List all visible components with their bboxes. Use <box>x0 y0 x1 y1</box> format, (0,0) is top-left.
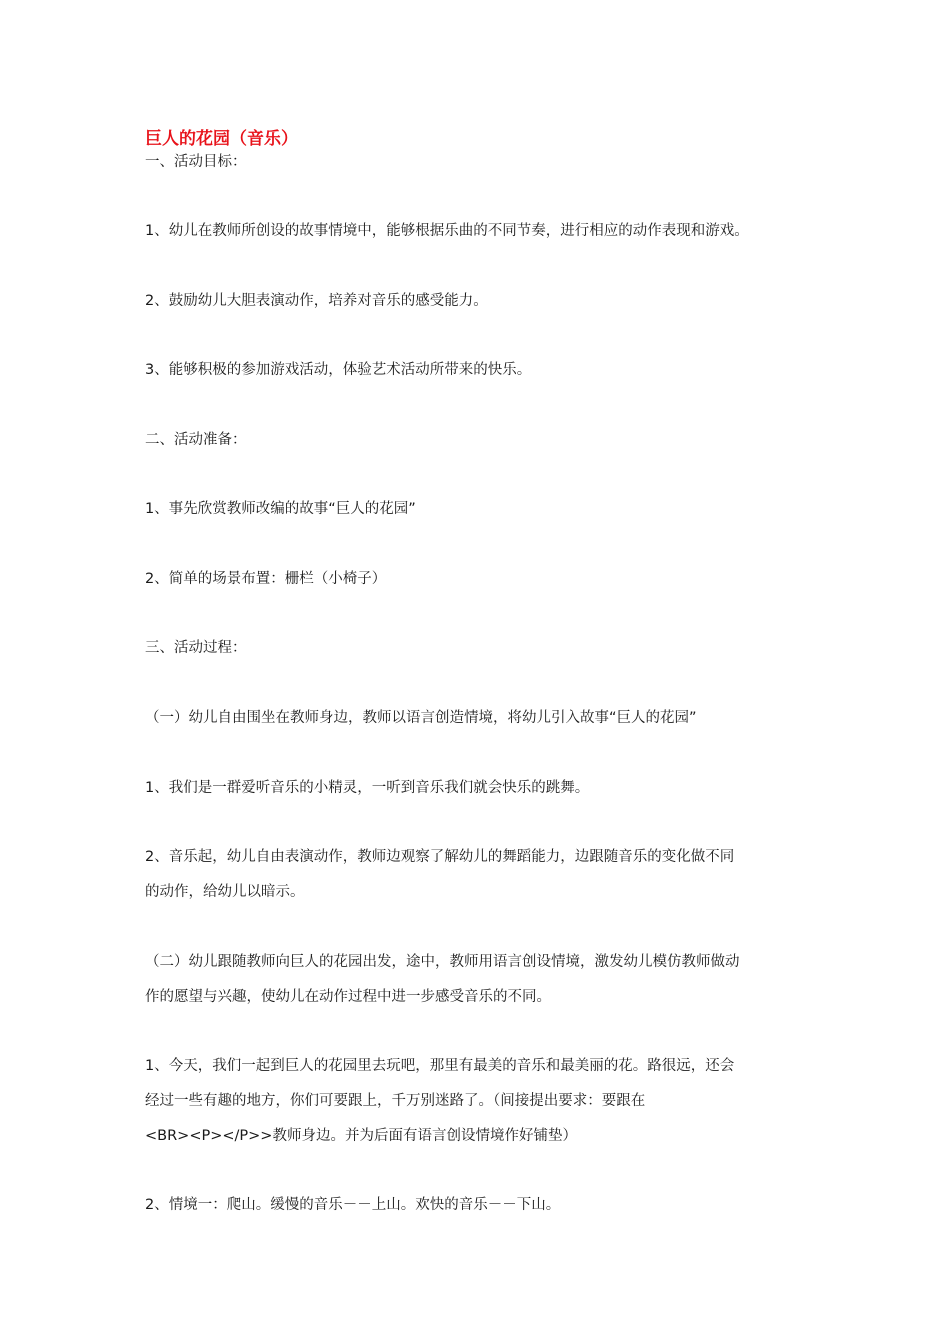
process-step-2-item-1-line-1: 1、今天，我们一起到巨人的花园里去玩吧，那里有最美的音乐和最美丽的花。路很远，还会 <box>145 1058 735 1074</box>
document-title: 巨人的花园（音乐） <box>145 129 298 149</box>
goal-item-2: 2、鼓励幼儿大胆表演动作，培养对音乐的感受能力。 <box>145 293 488 309</box>
process-step-2-item-2: 2、情境一：爬山。缓慢的音乐－－上山。欢快的音乐－－下山。 <box>145 1197 561 1213</box>
process-step-1-heading: （一）幼儿自由围坐在教师身边，教师以语言创造情境，将幼儿引入故事“巨人的花园” <box>145 710 697 726</box>
goal-item-1: 1、幼儿在教师所创设的故事情境中，能够根据乐曲的不同节奏，进行相应的动作表现和游戏。 <box>145 223 749 239</box>
preparation-item-1: 1、事先欣赏教师改编的故事“巨人的花园” <box>145 501 416 517</box>
process-step-1-item-2-line-2: 的动作，给幼儿以暗示。 <box>145 884 305 900</box>
section-heading-preparation: 二、活动准备： <box>145 432 247 448</box>
section-heading-goals: 一、活动目标： <box>145 154 247 170</box>
preparation-item-2: 2、简单的场景布置：栅栏（小椅子） <box>145 571 387 587</box>
process-step-2-heading-line-1: （二）幼儿跟随教师向巨人的花园出发，途中，教师用语言创设情境，激发幼儿模仿教师做动 <box>145 954 740 970</box>
process-step-2-heading-line-2: 作的愿望与兴趣，使幼儿在动作过程中进一步感受音乐的不同。 <box>145 989 551 1005</box>
section-heading-process: 三、活动过程： <box>145 640 247 656</box>
process-step-2-item-1-line-3: <BR><P></P>>教师身边。并为后面有语言创设情境作好铺垫） <box>145 1128 577 1144</box>
goal-item-3: 3、能够积极的参加游戏活动，体验艺术活动所带来的快乐。 <box>145 362 532 378</box>
process-step-1-item-1: 1、我们是一群爱听音乐的小精灵，一听到音乐我们就会快乐的跳舞。 <box>145 780 590 796</box>
process-step-2-item-1-line-2: 经过一些有趣的地方，你们可要跟上，千万别迷路了。（间接提出要求：要跟在 <box>145 1093 646 1109</box>
process-step-1-item-2-line-1: 2、音乐起，幼儿自由表演动作，教师边观察了解幼儿的舞蹈能力，边跟随音乐的变化做不同 <box>145 849 735 865</box>
